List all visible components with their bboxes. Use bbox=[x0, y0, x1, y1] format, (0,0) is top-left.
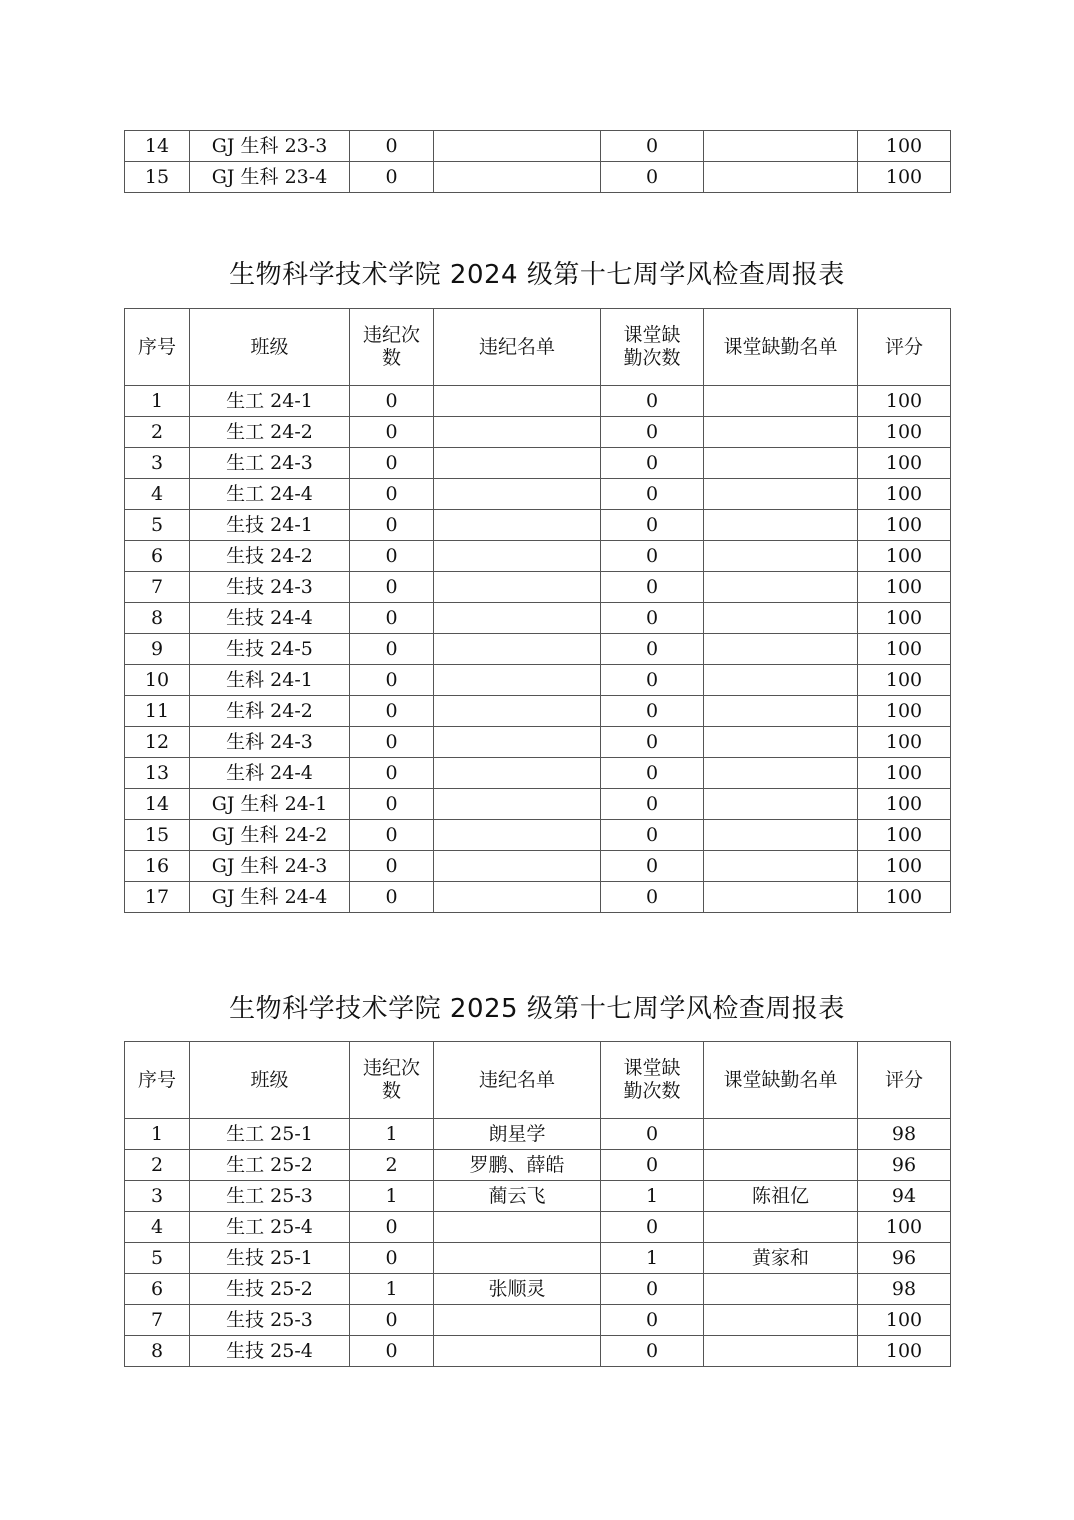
cell-absence-names bbox=[704, 665, 858, 696]
cell-violation-names: 罗鹏、薛皓 bbox=[434, 1150, 601, 1181]
table-row bbox=[125, 1150, 951, 1181]
table-row bbox=[125, 1336, 951, 1367]
table-row bbox=[125, 479, 951, 510]
cell-absence-names bbox=[704, 851, 858, 882]
header-absences: 课堂缺勤次数 bbox=[601, 1042, 704, 1119]
table-row bbox=[125, 417, 951, 448]
cell-violation-names bbox=[434, 541, 601, 572]
cell-score: 100 bbox=[858, 603, 951, 634]
cell-violations: 0 bbox=[350, 510, 434, 541]
table-row bbox=[125, 1274, 951, 1305]
cell-absence-names bbox=[704, 758, 858, 789]
cell-violation-names: 朗星学 bbox=[434, 1119, 601, 1150]
cell-absences: 0 bbox=[601, 1150, 704, 1181]
cell-violations: 0 bbox=[350, 1336, 434, 1367]
table-row bbox=[125, 665, 951, 696]
header-row bbox=[125, 1042, 951, 1119]
cell-no: 7 bbox=[125, 572, 190, 603]
cell-class: 生技 24-3 bbox=[190, 572, 350, 603]
cell-no: 6 bbox=[125, 1274, 190, 1305]
cell-absence-names bbox=[704, 510, 858, 541]
cell-class: 生工 25-1 bbox=[190, 1119, 350, 1150]
cell-score: 100 bbox=[858, 1336, 951, 1367]
header-violation-names: 违纪名单 bbox=[434, 309, 601, 386]
table-row bbox=[125, 386, 951, 417]
cell-score: 100 bbox=[858, 386, 951, 417]
cell-absences: 0 bbox=[601, 665, 704, 696]
cell-absences: 0 bbox=[601, 417, 704, 448]
cell-score: 100 bbox=[858, 572, 951, 603]
cell-absence-names bbox=[704, 882, 858, 913]
cell-absences: 0 bbox=[601, 789, 704, 820]
cell-score: 100 bbox=[858, 448, 951, 479]
cell-no: 11 bbox=[125, 696, 190, 727]
cell-absence-names bbox=[704, 1274, 858, 1305]
cell-violation-names bbox=[434, 665, 601, 696]
table-row bbox=[125, 1243, 951, 1274]
header-violation-names: 违纪名单 bbox=[434, 1042, 601, 1119]
table-row bbox=[125, 789, 951, 820]
cell-no: 13 bbox=[125, 758, 190, 789]
table-row bbox=[125, 1212, 951, 1243]
table-row bbox=[125, 572, 951, 603]
header-class: 班级 bbox=[190, 1042, 350, 1119]
cell-class: 生技 25-3 bbox=[190, 1305, 350, 1336]
cell-no: 4 bbox=[125, 479, 190, 510]
cell-absences: 0 bbox=[601, 851, 704, 882]
cell-score: 100 bbox=[858, 758, 951, 789]
cell-no: 1 bbox=[125, 1119, 190, 1150]
cell-violations: 0 bbox=[350, 131, 434, 162]
cell-score: 100 bbox=[858, 510, 951, 541]
cell-score: 100 bbox=[858, 634, 951, 665]
table-row bbox=[125, 882, 951, 913]
cell-score: 100 bbox=[858, 820, 951, 851]
cell-absences: 0 bbox=[601, 1305, 704, 1336]
cell-violations: 0 bbox=[350, 448, 434, 479]
cell-no: 2 bbox=[125, 1150, 190, 1181]
cell-no: 8 bbox=[125, 603, 190, 634]
cell-violations: 0 bbox=[350, 696, 434, 727]
cell-violations: 0 bbox=[350, 727, 434, 758]
cell-class: 生工 24-4 bbox=[190, 479, 350, 510]
cell-absences: 0 bbox=[601, 479, 704, 510]
cell-violation-names bbox=[434, 417, 601, 448]
cell-class: 生工 25-4 bbox=[190, 1212, 350, 1243]
cell-no: 3 bbox=[125, 448, 190, 479]
cell-class: GJ 生科 24-3 bbox=[190, 851, 350, 882]
cell-class: 生技 24-5 bbox=[190, 634, 350, 665]
cell-violations: 0 bbox=[350, 1243, 434, 1274]
table-row bbox=[125, 758, 951, 789]
cell-absence-names bbox=[704, 696, 858, 727]
table-row bbox=[125, 1119, 951, 1150]
cell-violations: 0 bbox=[350, 665, 434, 696]
cell-violations: 0 bbox=[350, 789, 434, 820]
cell-absence-names bbox=[704, 1212, 858, 1243]
cell-no: 8 bbox=[125, 1336, 190, 1367]
cell-violation-names bbox=[434, 1336, 601, 1367]
cell-class: 生工 24-3 bbox=[190, 448, 350, 479]
cell-score: 100 bbox=[858, 479, 951, 510]
cell-class: 生工 24-2 bbox=[190, 417, 350, 448]
cell-absence-names bbox=[704, 727, 858, 758]
cell-score: 100 bbox=[858, 665, 951, 696]
cell-absences: 0 bbox=[601, 882, 704, 913]
cell-score: 100 bbox=[858, 131, 951, 162]
cell-no: 17 bbox=[125, 882, 190, 913]
cell-violations: 0 bbox=[350, 1305, 434, 1336]
cell-class: 生工 25-3 bbox=[190, 1181, 350, 1212]
cell-violations: 0 bbox=[350, 417, 434, 448]
cell-absence-names bbox=[704, 820, 858, 851]
cell-no: 5 bbox=[125, 510, 190, 541]
cell-violations: 0 bbox=[350, 820, 434, 851]
table-body bbox=[125, 1119, 951, 1367]
cell-no: 15 bbox=[125, 162, 190, 193]
cell-violation-names bbox=[434, 603, 601, 634]
cell-absence-names bbox=[704, 541, 858, 572]
cell-absence-names: 陈祖亿 bbox=[704, 1181, 858, 1212]
cell-violation-names bbox=[434, 851, 601, 882]
cell-class: GJ 生科 23-3 bbox=[190, 131, 350, 162]
cell-violation-names bbox=[434, 1212, 601, 1243]
cell-violation-names: 蔺云飞 bbox=[434, 1181, 601, 1212]
cell-score: 100 bbox=[858, 851, 951, 882]
cell-no: 10 bbox=[125, 665, 190, 696]
cell-absence-names bbox=[704, 1305, 858, 1336]
header-violations: 违纪次数 bbox=[350, 309, 434, 386]
cell-violation-names bbox=[434, 510, 601, 541]
cell-absences: 0 bbox=[601, 1336, 704, 1367]
cell-no: 7 bbox=[125, 1305, 190, 1336]
table-row bbox=[125, 603, 951, 634]
cell-score: 100 bbox=[858, 1212, 951, 1243]
cell-score: 98 bbox=[858, 1274, 951, 1305]
cell-absence-names bbox=[704, 479, 858, 510]
cell-absence-names bbox=[704, 1119, 858, 1150]
header-class: 班级 bbox=[190, 309, 350, 386]
cell-no: 9 bbox=[125, 634, 190, 665]
cell-score: 100 bbox=[858, 727, 951, 758]
cell-score: 100 bbox=[858, 417, 951, 448]
cell-violations: 0 bbox=[350, 758, 434, 789]
cell-score: 100 bbox=[858, 1305, 951, 1336]
cell-class: 生技 24-1 bbox=[190, 510, 350, 541]
cell-violation-names bbox=[434, 789, 601, 820]
cell-violations: 0 bbox=[350, 851, 434, 882]
cell-absence-names bbox=[704, 634, 858, 665]
report-title-2024: 生物科学技术学院 2024 级第十七周学风检查周报表 bbox=[229, 260, 845, 290]
cell-violations: 0 bbox=[350, 634, 434, 665]
table-row bbox=[125, 1181, 951, 1212]
report-title-2025: 生物科学技术学院 2025 级第十七周学风检查周报表 bbox=[229, 994, 845, 1024]
cell-violations: 0 bbox=[350, 479, 434, 510]
cell-violations: 1 bbox=[350, 1274, 434, 1305]
cell-absence-names: 黄家和 bbox=[704, 1243, 858, 1274]
cell-score: 96 bbox=[858, 1243, 951, 1274]
cell-absences: 0 bbox=[601, 541, 704, 572]
cell-violations: 0 bbox=[350, 603, 434, 634]
cell-class: GJ 生科 24-1 bbox=[190, 789, 350, 820]
table-row bbox=[125, 634, 951, 665]
table-row bbox=[125, 727, 951, 758]
cell-absences: 0 bbox=[601, 1274, 704, 1305]
cell-violations: 2 bbox=[350, 1150, 434, 1181]
table-row bbox=[125, 1305, 951, 1336]
table-row bbox=[125, 162, 951, 193]
cell-no: 2 bbox=[125, 417, 190, 448]
header-score: 评分 bbox=[858, 309, 951, 386]
cell-violations: 1 bbox=[350, 1119, 434, 1150]
header-score: 评分 bbox=[858, 1042, 951, 1119]
cell-violations: 0 bbox=[350, 541, 434, 572]
cell-score: 94 bbox=[858, 1181, 951, 1212]
report-table-2024 bbox=[124, 308, 951, 913]
table-body bbox=[125, 131, 951, 193]
header-violations: 违纪次数 bbox=[350, 1042, 434, 1119]
cell-absences: 0 bbox=[601, 448, 704, 479]
table-row bbox=[125, 820, 951, 851]
table-row bbox=[125, 510, 951, 541]
cell-absences: 0 bbox=[601, 131, 704, 162]
cell-violation-names bbox=[434, 882, 601, 913]
table-row bbox=[125, 696, 951, 727]
header-absence-names: 课堂缺勤名单 bbox=[704, 309, 858, 386]
cell-class: 生科 24-3 bbox=[190, 727, 350, 758]
cell-violation-names: 张顺灵 bbox=[434, 1274, 601, 1305]
table-body bbox=[125, 386, 951, 913]
cell-no: 1 bbox=[125, 386, 190, 417]
cell-violations: 1 bbox=[350, 1181, 434, 1212]
cell-absences: 0 bbox=[601, 820, 704, 851]
cell-no: 4 bbox=[125, 1212, 190, 1243]
cell-class: 生技 25-2 bbox=[190, 1274, 350, 1305]
cell-violations: 0 bbox=[350, 386, 434, 417]
cell-absences: 0 bbox=[601, 758, 704, 789]
cell-class: 生技 24-2 bbox=[190, 541, 350, 572]
cell-score: 96 bbox=[858, 1150, 951, 1181]
cell-absence-names bbox=[704, 417, 858, 448]
cell-violation-names bbox=[434, 1305, 601, 1336]
cell-class: 生技 24-4 bbox=[190, 603, 350, 634]
cell-violation-names bbox=[434, 386, 601, 417]
cell-absence-names bbox=[704, 162, 858, 193]
cell-score: 100 bbox=[858, 541, 951, 572]
cell-class: 生工 24-1 bbox=[190, 386, 350, 417]
cell-no: 5 bbox=[125, 1243, 190, 1274]
cell-absences: 1 bbox=[601, 1181, 704, 1212]
table-row bbox=[125, 851, 951, 882]
cell-absence-names bbox=[704, 131, 858, 162]
cell-absences: 0 bbox=[601, 634, 704, 665]
header-no: 序号 bbox=[125, 309, 190, 386]
cell-violations: 0 bbox=[350, 162, 434, 193]
table-row bbox=[125, 131, 951, 162]
cell-violation-names bbox=[434, 820, 601, 851]
cell-class: 生工 25-2 bbox=[190, 1150, 350, 1181]
cell-score: 100 bbox=[858, 882, 951, 913]
cell-absences: 0 bbox=[601, 1119, 704, 1150]
report-table-2025 bbox=[124, 1041, 951, 1367]
cell-score: 100 bbox=[858, 162, 951, 193]
cell-violation-names bbox=[434, 479, 601, 510]
cell-absence-names bbox=[704, 572, 858, 603]
cell-no: 15 bbox=[125, 820, 190, 851]
cell-violation-names bbox=[434, 448, 601, 479]
cell-absences: 0 bbox=[601, 162, 704, 193]
cell-violation-names bbox=[434, 758, 601, 789]
cell-class: GJ 生科 23-4 bbox=[190, 162, 350, 193]
cell-class: 生技 25-1 bbox=[190, 1243, 350, 1274]
cell-violation-names bbox=[434, 727, 601, 758]
cell-violation-names bbox=[434, 634, 601, 665]
cell-class: GJ 生科 24-4 bbox=[190, 882, 350, 913]
cell-violation-names bbox=[434, 696, 601, 727]
cell-violation-names bbox=[434, 162, 601, 193]
cell-no: 12 bbox=[125, 727, 190, 758]
cell-absence-names bbox=[704, 448, 858, 479]
header-no: 序号 bbox=[125, 1042, 190, 1119]
header-absences: 课堂缺勤次数 bbox=[601, 309, 704, 386]
cell-absence-names bbox=[704, 386, 858, 417]
table-row bbox=[125, 541, 951, 572]
header-absence-names: 课堂缺勤名单 bbox=[704, 1042, 858, 1119]
cell-violation-names bbox=[434, 131, 601, 162]
cell-absences: 0 bbox=[601, 510, 704, 541]
cell-absences: 0 bbox=[601, 1212, 704, 1243]
cell-class: 生技 25-4 bbox=[190, 1336, 350, 1367]
cell-no: 16 bbox=[125, 851, 190, 882]
cell-violations: 0 bbox=[350, 1212, 434, 1243]
report-table-2023-continued bbox=[124, 130, 951, 193]
cell-class: GJ 生科 24-2 bbox=[190, 820, 350, 851]
cell-absences: 0 bbox=[601, 727, 704, 758]
cell-score: 98 bbox=[858, 1119, 951, 1150]
cell-absence-names bbox=[704, 789, 858, 820]
cell-class: 生科 24-4 bbox=[190, 758, 350, 789]
cell-class: 生科 24-2 bbox=[190, 696, 350, 727]
cell-class: 生科 24-1 bbox=[190, 665, 350, 696]
cell-violations: 0 bbox=[350, 572, 434, 603]
cell-absences: 0 bbox=[601, 572, 704, 603]
cell-absence-names bbox=[704, 1336, 858, 1367]
cell-violation-names bbox=[434, 572, 601, 603]
header-row bbox=[125, 309, 951, 386]
cell-score: 100 bbox=[858, 696, 951, 727]
cell-violation-names bbox=[434, 1243, 601, 1274]
cell-absences: 0 bbox=[601, 696, 704, 727]
cell-no: 14 bbox=[125, 131, 190, 162]
cell-absences: 0 bbox=[601, 603, 704, 634]
table-row bbox=[125, 448, 951, 479]
cell-score: 100 bbox=[858, 789, 951, 820]
cell-absences: 1 bbox=[601, 1243, 704, 1274]
cell-no: 14 bbox=[125, 789, 190, 820]
cell-no: 3 bbox=[125, 1181, 190, 1212]
cell-absences: 0 bbox=[601, 386, 704, 417]
cell-violations: 0 bbox=[350, 882, 434, 913]
cell-absence-names bbox=[704, 603, 858, 634]
cell-no: 6 bbox=[125, 541, 190, 572]
cell-absence-names bbox=[704, 1150, 858, 1181]
